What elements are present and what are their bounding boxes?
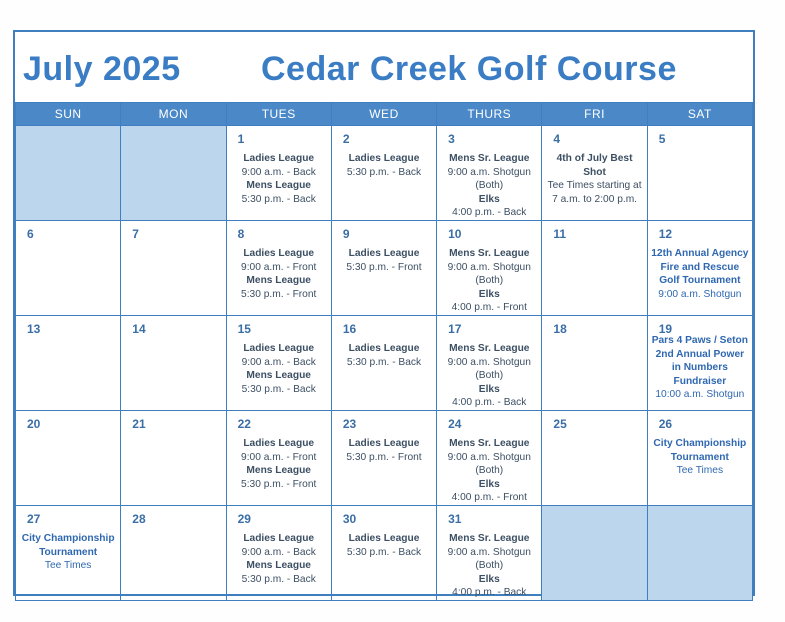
week-row: [16, 411, 753, 506]
event-line: 5:30 p.m. - Back: [241, 573, 316, 585]
day-number: 31: [448, 512, 462, 526]
day-events: [542, 152, 646, 206]
event-line: 9:00 a.m. Shotgun: [658, 288, 742, 300]
empty-day-cell: [647, 506, 752, 601]
day-events: [227, 152, 331, 206]
day-number: 1: [237, 132, 245, 146]
event-line: Mens League: [246, 370, 311, 382]
event-line: Mens League: [246, 275, 311, 287]
day-cell-20: [16, 411, 121, 506]
event-line: Golf Tournament: [659, 275, 741, 287]
day-number: 20: [27, 417, 41, 431]
day-cell-31: [437, 506, 542, 601]
day-number: 22: [237, 417, 251, 431]
day-number: 14: [132, 322, 146, 336]
day-number: 12: [658, 227, 673, 241]
day-cell-19: [647, 316, 752, 411]
event-line: Mens Sr. League: [449, 153, 530, 164]
event-line: 4:00 p.m. - Front: [451, 302, 527, 314]
event-line: Mens Sr. League: [449, 343, 530, 354]
event-line: Ladies League: [243, 343, 315, 354]
event-line: Ladies League: [243, 248, 315, 259]
event-line: 10:00 a.m. Shotgun: [655, 389, 745, 401]
event-line: Ladies League: [348, 438, 420, 449]
day-cell-17: [437, 316, 542, 411]
day-cell-6: [16, 221, 121, 316]
day-number: 28: [132, 512, 146, 526]
day-cell-3: [437, 126, 542, 221]
event-line: 5:30 p.m. - Front: [346, 261, 422, 273]
event-line: 4:00 p.m. - Back: [452, 397, 527, 409]
weekday-header-thurs: THURS: [437, 103, 542, 126]
day-cell-30: [331, 506, 436, 601]
event-line: Ladies League: [348, 153, 420, 164]
week-row: [16, 316, 753, 411]
day-number: 8: [237, 227, 245, 241]
day-number: 15: [237, 322, 251, 336]
day-events: [227, 532, 331, 586]
event-line: 9:00 a.m. Shotgun: [447, 546, 531, 558]
day-number: 27: [27, 512, 41, 526]
event-line: Pars 4 Paws / Seton: [651, 335, 748, 346]
event-line: 9:00 a.m. - Back: [241, 356, 316, 368]
day-number: 9: [342, 227, 350, 241]
day-events: [332, 437, 436, 464]
event-line: 4th of July Best: [556, 153, 633, 164]
day-events: [332, 247, 436, 274]
event-line: 4:00 p.m. - Back: [452, 207, 527, 219]
event-line: Mens League: [246, 560, 311, 572]
day-cell-13: [16, 316, 121, 411]
event-line: Ladies League: [348, 343, 420, 354]
day-cell-16: [331, 316, 436, 411]
calendar: [13, 30, 755, 599]
calendar-header: [15, 32, 753, 102]
day-cell-1: [226, 126, 331, 221]
event-line: 4:00 p.m. - Front: [451, 492, 527, 504]
weekday-header-sun: SUN: [16, 103, 121, 126]
day-cell-18: [542, 316, 647, 411]
event-line: (Both): [475, 275, 504, 287]
day-number: 26: [658, 417, 673, 431]
event-line: 2nd Annual Power: [655, 348, 745, 360]
event-line: 5:30 p.m. - Back: [346, 356, 422, 368]
day-events: [332, 342, 436, 369]
weekday-header-sat: SAT: [647, 103, 752, 126]
day-number: 23: [342, 417, 357, 431]
weekday-header-tues: TUES: [226, 103, 331, 126]
weekday-header-mon: MON: [121, 103, 226, 126]
day-events: [437, 437, 541, 505]
day-number: 7: [132, 227, 139, 241]
day-events: [648, 437, 752, 478]
day-cell-4: [542, 126, 647, 221]
day-number: 30: [342, 512, 357, 526]
day-number: 6: [27, 227, 34, 241]
day-cell-14: [121, 316, 226, 411]
day-number: 16: [342, 322, 357, 336]
event-line: Elks: [478, 478, 500, 490]
week-row: [16, 126, 753, 221]
event-line: 5:30 p.m. - Front: [346, 451, 422, 463]
day-cell-7: [121, 221, 226, 316]
day-cell-24: [437, 411, 542, 506]
day-events: [437, 247, 541, 315]
day-events: [332, 532, 436, 559]
event-line: Mens Sr. League: [449, 438, 530, 449]
day-cell-26: [647, 411, 752, 506]
day-events: [648, 334, 752, 402]
empty-day-cell: [16, 126, 121, 221]
course-title: Cedar Creek Golf Course: [261, 50, 677, 88]
event-line: 9:00 a.m. Shotgun: [447, 356, 531, 368]
event-line: Tee Times starting at: [547, 180, 642, 192]
event-line: 9:00 a.m. - Back: [241, 546, 316, 558]
event-line: (Both): [475, 560, 504, 572]
day-number: 21: [132, 417, 146, 431]
empty-day-cell: [121, 126, 226, 221]
calendar-weeks: [16, 126, 753, 601]
day-cell-22: [226, 411, 331, 506]
day-cell-27: [16, 506, 121, 601]
event-line: 5:30 p.m. - Back: [241, 193, 316, 205]
event-line: City Championship: [653, 438, 747, 449]
event-line: Fire and Rescue: [660, 261, 740, 273]
event-line: 9:00 a.m. - Back: [241, 166, 316, 178]
event-line: 9:00 a.m. Shotgun: [447, 451, 531, 463]
event-line: 4:00 p.m. - Back: [452, 587, 527, 599]
event-line: 9:00 a.m. Shotgun: [447, 261, 531, 273]
day-number: 10: [448, 227, 462, 241]
event-line: 5:30 p.m. - Back: [346, 166, 422, 178]
event-line: Elks: [478, 573, 500, 585]
event-line: Ladies League: [243, 533, 315, 544]
event-line: (Both): [475, 465, 504, 477]
event-line: 5:30 p.m. - Back: [346, 546, 422, 558]
day-cell-12: [647, 221, 752, 316]
event-line: Ladies League: [243, 438, 315, 449]
event-line: Mens Sr. League: [449, 533, 530, 544]
event-line: Elks: [478, 383, 500, 395]
event-line: Mens League: [246, 465, 311, 477]
day-number: 4: [553, 132, 561, 146]
event-line: Fundraiser: [673, 375, 727, 387]
day-cell-23: [331, 411, 436, 506]
day-cell-10: [437, 221, 542, 316]
day-number: 3: [448, 132, 455, 146]
calendar-table: [15, 102, 753, 601]
day-cell-9: [331, 221, 436, 316]
day-events: [227, 247, 331, 301]
event-line: 5:30 p.m. - Front: [241, 288, 317, 300]
week-row: [16, 221, 753, 316]
weekday-header-fri: FRI: [542, 103, 647, 126]
event-line: City Championship: [21, 533, 115, 544]
day-number: 13: [27, 322, 41, 336]
event-line: 9:00 a.m. Shotgun: [447, 166, 531, 178]
event-line: Tournament: [670, 451, 729, 463]
day-number: 2: [342, 132, 350, 146]
empty-day-cell: [542, 506, 647, 601]
event-line: Ladies League: [348, 533, 420, 544]
day-cell-28: [121, 506, 226, 601]
event-line: Elks: [478, 288, 500, 300]
event-line: Shot: [583, 166, 606, 178]
event-line: Tournament: [39, 546, 98, 558]
event-line: in Numbers: [671, 362, 728, 374]
event-line: Mens Sr. League: [449, 248, 530, 259]
day-number: 5: [658, 132, 666, 146]
event-line: 9:00 a.m. - Front: [241, 451, 317, 463]
weekday-header-row: [16, 103, 753, 126]
day-cell-2: [331, 126, 436, 221]
event-line: Mens League: [246, 180, 311, 192]
day-cell-5: [647, 126, 752, 221]
day-events: [437, 152, 541, 220]
day-events: [227, 342, 331, 396]
calendar-grid: [15, 102, 753, 599]
weekday-header-wed: WED: [331, 103, 436, 126]
day-number: 11: [553, 227, 567, 241]
event-line: 5:30 p.m. - Back: [241, 383, 316, 395]
event-line: (Both): [475, 180, 504, 192]
day-events: [437, 342, 541, 410]
day-cell-11: [542, 221, 647, 316]
day-number: 25: [553, 417, 567, 431]
day-events: [16, 532, 120, 573]
event-line: (Both): [475, 370, 504, 382]
month-title: July 2025: [23, 50, 181, 88]
event-line: Tee Times: [676, 465, 724, 477]
day-cell-15: [226, 316, 331, 411]
day-events: [227, 437, 331, 491]
day-number: 29: [237, 512, 251, 526]
event-line: Ladies League: [243, 153, 315, 164]
event-line: Tee Times: [44, 560, 92, 572]
day-number: 17: [448, 322, 462, 336]
day-number: 19: [658, 322, 673, 336]
day-events: [437, 532, 541, 600]
event-line: 5:30 p.m. - Front: [241, 478, 317, 490]
event-line: 7 a.m. to 2:00 p.m.: [552, 193, 638, 205]
day-number: 24: [448, 417, 462, 431]
event-line: 9:00 a.m. - Front: [241, 261, 317, 273]
day-events: [648, 247, 752, 301]
week-row: [16, 506, 753, 601]
day-events: [332, 152, 436, 179]
event-line: 12th Annual Agency: [651, 248, 749, 259]
day-cell-29: [226, 506, 331, 601]
day-number: 18: [553, 322, 567, 336]
day-cell-21: [121, 411, 226, 506]
day-cell-8: [226, 221, 331, 316]
event-line: Ladies League: [348, 248, 420, 259]
event-line: Elks: [478, 193, 500, 205]
day-cell-25: [542, 411, 647, 506]
